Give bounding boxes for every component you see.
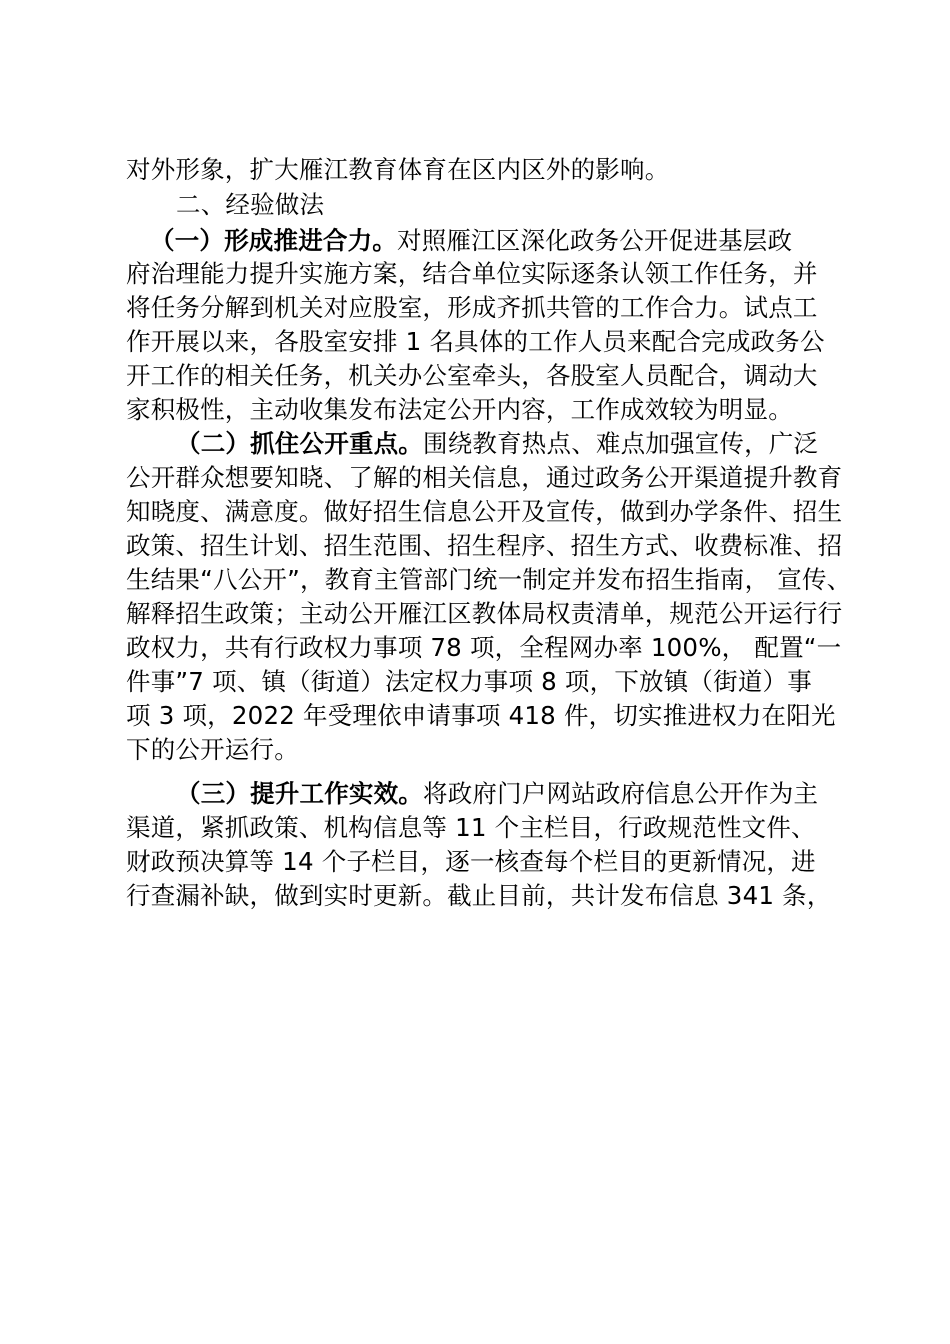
body-text-line: 项 3 项，2022 年受理依申请事项 418 件，切实推进权力在阳光 [126, 701, 836, 730]
body-text-line: 公开群众想要知晓、了解的相关信息，通过政务公开渠道提升教育 [126, 463, 843, 492]
body-text-line: 下的公开运行。 [126, 735, 299, 764]
body-text-line: 对照雁江区深化政务公开促进基层政 [397, 226, 793, 255]
body-text-line: 围绕教育热点、难点加强宣传，广泛 [423, 429, 819, 458]
body-text-line: 件事”7 项、镇（街道）法定权力事项 8 项，下放镇（街道）事 [126, 667, 812, 696]
body-text-line: 对外形象，扩大雁江教育体育在区内区外的影响。 [126, 155, 670, 184]
section-heading: 二、经验做法 [176, 190, 325, 219]
subsection-heading: （二）抓住公开重点。 [176, 429, 423, 458]
body-text-line: 政策、招生计划、招生范围、招生程序、招生方式、收费标准、招 [126, 531, 843, 560]
body-text-line: 财政预决算等 14 个子栏目，逐一核查每个栏目的更新情况，进 [126, 847, 816, 876]
body-text-line: 家积极性，主动收集发布法定公开内容，工作成效较为明显。 [126, 395, 793, 424]
body-text-line: 知晓度、满意度。做好招生信息公开及宣传，做到办学条件、招生 [126, 497, 843, 526]
subsection-heading: （三）提升工作实效。 [176, 779, 423, 808]
subsection-heading: （一）形成推进合力。 [150, 226, 397, 255]
body-text-line: 开工作的相关任务，机关办公室牵头，各股室人员配合，调动大 [126, 361, 818, 390]
body-text-line: 生结果“八公开”，教育主管部门统一制定并发布招生指南， 宣传、 [126, 565, 852, 594]
body-text-line: 将政府门户网站政府信息公开作为主 [423, 779, 819, 808]
body-text-line: 府治理能力提升实施方案，结合单位实际逐条认领工作任务，并 [126, 259, 818, 288]
paragraph-first-line [176, 429, 818, 459]
body-text-line: 渠道，紧抓政策、机构信息等 11 个主栏目，行政规范性文件、 [126, 813, 816, 842]
body-text-line: 解释招生政策；主动公开雁江区教体局权责清单，规范公开运行行 [126, 599, 843, 628]
body-text-line: 政权力，共有行政权力事项 78 项，全程网办率 100%， 配置“一 [126, 633, 842, 662]
body-text-line: 行查漏补缺，做到实时更新。截止目前，共计发布信息 341 条， [126, 881, 832, 910]
paragraph-first-line [176, 779, 818, 809]
body-text-line: 将任务分解到机关对应股室，形成齐抓共管的工作合力。试点工 [126, 293, 818, 322]
paragraph-first-line [150, 226, 792, 256]
body-text-line: 作开展以来，各股室安排 1 名具体的工作人员来配合完成政务公 [126, 327, 825, 356]
